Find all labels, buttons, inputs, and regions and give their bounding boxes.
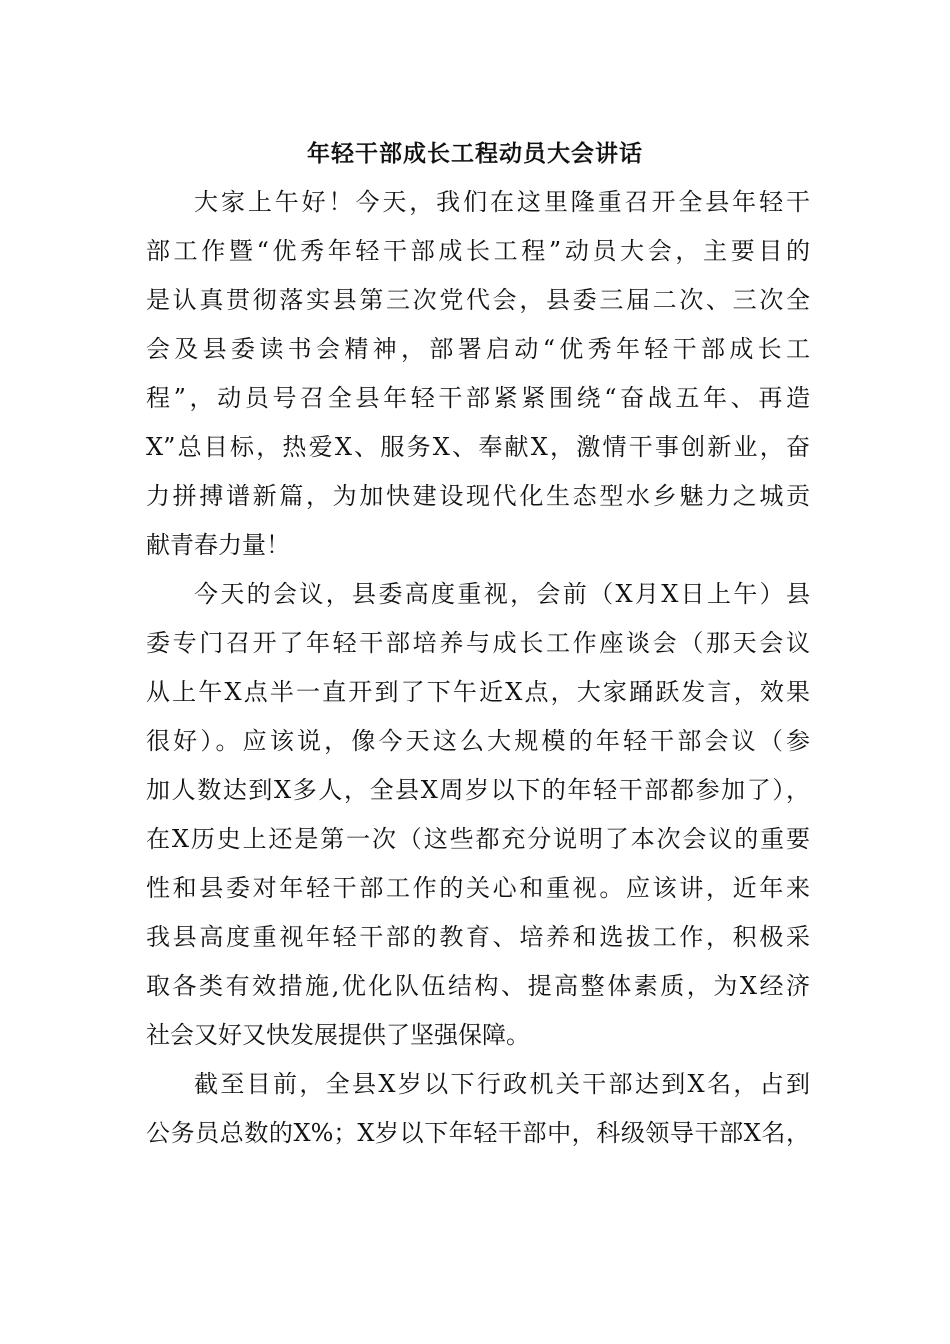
text-line: 部工作暨“优秀年轻干部成长工程”动员大会，主要目的 bbox=[146, 237, 810, 265]
text-line: 是认真贯彻落实县第三次党代会，县委三届二次、三次全 bbox=[146, 286, 810, 314]
text-line: 大家上午好！今天，我们在这里隆重召开全县年轻干 bbox=[194, 188, 810, 216]
text-line: X”总目标，热爱X、服务X、奉献X，激情干事创新业，奋 bbox=[146, 433, 810, 461]
text-line: 社会又好又快发展提供了坚强保障。 bbox=[146, 1021, 530, 1049]
text-line: 委专门召开了年轻干部培养与成长工作座谈会（那天会议 bbox=[146, 629, 810, 657]
text-line: 在X历史上还是第一次（这些都充分说明了本次会议的重要 bbox=[146, 825, 810, 853]
text-line: 程”，动员号召全县年轻干部紧紧围绕“奋战五年、再造 bbox=[146, 384, 810, 412]
text-line: 截至目前，全县X岁以下行政机关干部达到X名，占到 bbox=[194, 1070, 810, 1098]
text-line: 性和县委对年轻干部工作的关心和重视。应该讲，近年来 bbox=[146, 874, 810, 902]
text-line: 加人数达到X多人，全县X周岁以下的年轻干部都参加了）， bbox=[146, 776, 810, 804]
text-line: 公务员总数的X%；X岁以下年轻干部中，科级领导干部X名， bbox=[146, 1119, 810, 1147]
text-line: 取各类有效措施,优化队伍结构、提高整体素质，为X经济 bbox=[146, 972, 810, 1000]
text-line: 会及县委读书会精神，部署启动“优秀年轻干部成长工 bbox=[146, 335, 810, 363]
paragraph-2 bbox=[146, 570, 810, 1060]
paragraph-3 bbox=[146, 1060, 810, 1158]
paragraph-1 bbox=[146, 178, 810, 570]
document-body bbox=[146, 178, 810, 1158]
text-line: 今天的会议，县委高度重视，会前（X月X日上午）县 bbox=[194, 580, 810, 608]
text-line: 我县高度重视年轻干部的教育、培养和选拔工作，积极采 bbox=[146, 923, 810, 951]
text-line: 从上午X点半一直开到了下午近X点，大家踊跃发言，效果 bbox=[146, 678, 810, 706]
document-title: 年轻干部成长工程动员大会讲话 bbox=[307, 140, 643, 167]
text-line: 很好）。应该说，像今天这么大规模的年轻干部会议（参 bbox=[146, 727, 810, 755]
text-line: 力拼搏谱新篇，为加快建设现代化生态型水乡魅力之城贡 bbox=[146, 482, 810, 510]
text-line: 献青春力量！ bbox=[146, 531, 290, 559]
